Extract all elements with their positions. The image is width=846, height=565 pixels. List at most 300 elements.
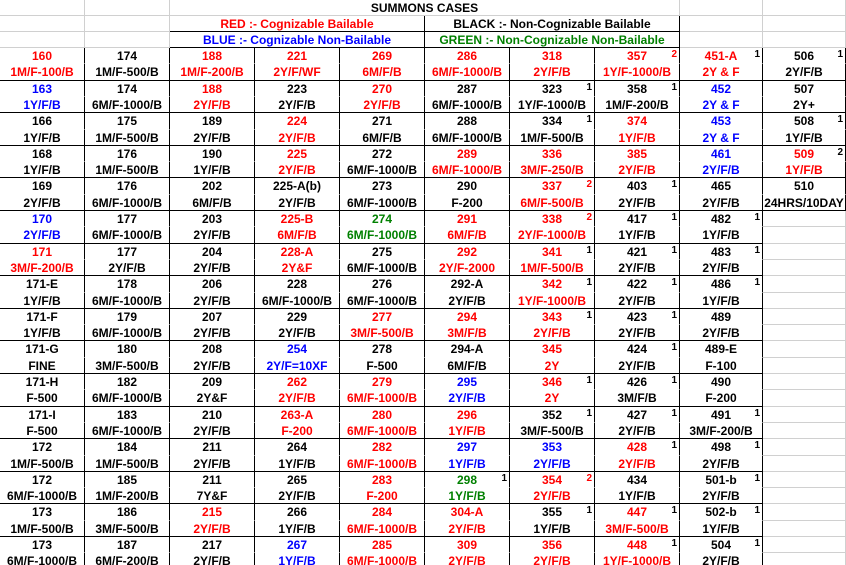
section-cell[interactable] [170,407,255,423]
empty-cell[interactable] [763,32,846,48]
punishment-cell[interactable] [85,521,170,537]
section-cell[interactable] [255,81,340,97]
punishment-cell[interactable] [595,521,680,537]
section-cell[interactable] [255,178,340,195]
punishment-cell[interactable] [85,227,170,244]
punishment-cell[interactable] [340,260,425,276]
section-cell[interactable] [170,178,255,195]
punishment-cell[interactable] [170,325,255,341]
empty-cell[interactable] [763,358,846,374]
punishment-cell[interactable] [340,293,425,309]
punishment-cell[interactable] [170,227,255,244]
punishment-cell[interactable] [510,162,595,178]
section-cell[interactable] [170,309,255,325]
section-cell[interactable] [680,244,763,260]
punishment-cell[interactable] [680,162,763,178]
punishment-cell[interactable] [680,325,763,341]
section-cell[interactable] [763,81,846,97]
punishment-cell[interactable] [85,488,170,504]
punishment-cell[interactable] [0,325,85,341]
punishment-cell[interactable] [255,488,340,504]
section-cell[interactable] [595,472,680,488]
punishment-cell[interactable] [595,162,680,178]
section-cell[interactable] [595,113,680,130]
empty-cell[interactable] [763,504,846,521]
section-cell[interactable] [0,244,85,260]
section-cell[interactable] [425,211,510,227]
section-cell[interactable] [340,341,425,358]
section-cell[interactable] [680,211,763,227]
punishment-cell[interactable] [510,227,595,244]
section-cell[interactable] [170,276,255,293]
section-cell[interactable] [255,146,340,162]
punishment-cell[interactable] [170,390,255,407]
punishment-cell[interactable] [680,64,763,81]
section-cell[interactable] [595,439,680,456]
punishment-cell[interactable] [0,260,85,276]
punishment-cell[interactable] [170,293,255,309]
punishment-cell[interactable] [340,358,425,374]
punishment-cell[interactable] [0,456,85,472]
section-cell[interactable] [510,537,595,553]
punishment-cell[interactable] [425,325,510,341]
section-cell[interactable] [170,244,255,260]
section-cell[interactable] [0,537,85,553]
punishment-cell[interactable] [680,130,763,146]
section-cell[interactable] [425,374,510,390]
section-cell[interactable] [595,537,680,553]
section-cell[interactable] [255,48,340,64]
section-cell[interactable] [425,146,510,162]
section-cell[interactable] [255,244,340,260]
punishment-cell[interactable] [510,260,595,276]
section-cell[interactable] [680,472,763,488]
punishment-cell[interactable] [425,130,510,146]
punishment-cell[interactable] [170,64,255,81]
section-cell[interactable] [425,276,510,293]
section-cell[interactable] [0,374,85,390]
punishment-cell[interactable] [340,553,425,565]
section-cell[interactable] [680,341,763,358]
punishment-cell[interactable] [85,553,170,565]
section-cell[interactable] [595,374,680,390]
section-cell[interactable] [85,309,170,325]
section-cell[interactable] [255,276,340,293]
punishment-cell[interactable] [85,64,170,81]
section-cell[interactable] [595,276,680,293]
punishment-cell[interactable] [340,390,425,407]
section-cell[interactable] [763,178,846,195]
section-cell[interactable] [680,113,763,130]
punishment-cell[interactable] [0,358,85,374]
punishment-cell[interactable] [510,97,595,113]
punishment-cell[interactable] [170,97,255,113]
punishment-cell[interactable] [680,260,763,276]
punishment-cell[interactable] [255,195,340,211]
punishment-cell[interactable] [170,521,255,537]
punishment-cell[interactable] [340,488,425,504]
section-cell[interactable] [510,309,595,325]
section-cell[interactable] [595,407,680,423]
empty-cell[interactable] [763,0,846,16]
punishment-cell[interactable] [680,456,763,472]
punishment-cell[interactable] [170,553,255,565]
section-cell[interactable] [170,146,255,162]
punishment-cell[interactable] [170,423,255,439]
section-cell[interactable] [255,407,340,423]
empty-cell[interactable] [763,293,846,309]
punishment-cell[interactable] [680,390,763,407]
punishment-cell[interactable] [255,456,340,472]
punishment-cell[interactable] [595,325,680,341]
punishment-cell[interactable] [255,553,340,565]
punishment-cell[interactable] [680,358,763,374]
punishment-cell[interactable] [255,162,340,178]
empty-cell[interactable] [763,407,846,423]
empty-cell[interactable] [763,260,846,276]
section-cell[interactable] [510,178,595,195]
punishment-cell[interactable] [0,488,85,504]
empty-cell[interactable] [763,521,846,537]
section-cell[interactable] [595,341,680,358]
section-cell[interactable] [680,439,763,456]
section-cell[interactable] [0,472,85,488]
empty-cell[interactable] [680,32,763,48]
punishment-cell[interactable] [680,423,763,439]
empty-cell[interactable] [763,16,846,32]
punishment-cell[interactable] [85,325,170,341]
section-cell[interactable] [595,244,680,260]
empty-cell[interactable] [85,16,170,32]
punishment-cell[interactable] [595,358,680,374]
empty-cell[interactable] [763,537,846,553]
section-cell[interactable] [85,244,170,260]
section-cell[interactable] [85,113,170,130]
section-cell[interactable] [85,146,170,162]
section-cell[interactable] [680,48,763,64]
punishment-cell[interactable] [680,293,763,309]
section-cell[interactable] [510,244,595,260]
punishment-cell[interactable] [0,521,85,537]
punishment-cell[interactable] [255,521,340,537]
section-cell[interactable] [510,48,595,64]
punishment-cell[interactable] [255,97,340,113]
punishment-cell[interactable] [680,521,763,537]
punishment-cell[interactable] [0,553,85,565]
section-cell[interactable] [85,48,170,64]
section-cell[interactable] [763,113,846,130]
empty-cell[interactable] [0,32,85,48]
empty-cell[interactable] [0,0,85,16]
punishment-cell[interactable] [425,195,510,211]
punishment-cell[interactable] [425,423,510,439]
section-cell[interactable] [425,537,510,553]
punishment-cell[interactable] [170,488,255,504]
punishment-cell[interactable] [595,260,680,276]
section-cell[interactable] [85,472,170,488]
section-cell[interactable] [340,309,425,325]
punishment-cell[interactable] [595,456,680,472]
punishment-cell[interactable] [255,358,340,374]
punishment-cell[interactable] [85,358,170,374]
empty-cell[interactable] [763,553,846,565]
section-cell[interactable] [425,407,510,423]
punishment-cell[interactable] [425,456,510,472]
punishment-cell[interactable] [340,64,425,81]
punishment-cell[interactable] [85,130,170,146]
section-cell[interactable] [255,439,340,456]
punishment-cell[interactable] [255,390,340,407]
empty-cell[interactable] [680,16,763,32]
punishment-cell[interactable] [680,488,763,504]
punishment-cell[interactable] [340,456,425,472]
section-cell[interactable] [425,244,510,260]
punishment-cell[interactable] [595,553,680,565]
empty-cell[interactable] [763,325,846,341]
section-cell[interactable] [425,113,510,130]
section-cell[interactable] [0,211,85,227]
empty-cell[interactable] [680,0,763,16]
empty-cell[interactable] [763,439,846,456]
section-cell[interactable] [510,341,595,358]
punishment-cell[interactable] [340,423,425,439]
section-cell[interactable] [255,374,340,390]
section-cell[interactable] [170,341,255,358]
section-cell[interactable] [425,309,510,325]
section-cell[interactable] [680,146,763,162]
section-cell[interactable] [340,244,425,260]
punishment-cell[interactable] [425,390,510,407]
section-cell[interactable] [595,211,680,227]
empty-cell[interactable] [85,0,170,16]
section-cell[interactable] [255,472,340,488]
punishment-cell[interactable] [510,456,595,472]
punishment-cell[interactable] [425,293,510,309]
punishment-cell[interactable] [595,488,680,504]
punishment-cell[interactable] [340,130,425,146]
punishment-cell[interactable] [425,521,510,537]
empty-cell[interactable] [763,423,846,439]
punishment-cell[interactable] [680,97,763,113]
punishment-cell[interactable] [85,456,170,472]
punishment-cell[interactable] [0,130,85,146]
punishment-cell[interactable] [170,130,255,146]
section-cell[interactable] [340,407,425,423]
section-cell[interactable] [340,504,425,521]
punishment-cell[interactable] [0,97,85,113]
section-cell[interactable] [0,48,85,64]
section-cell[interactable] [595,504,680,521]
punishment-cell[interactable] [595,390,680,407]
section-cell[interactable] [0,178,85,195]
punishment-cell[interactable] [0,293,85,309]
section-cell[interactable] [170,113,255,130]
punishment-cell[interactable] [340,325,425,341]
section-cell[interactable] [255,113,340,130]
punishment-cell[interactable] [510,423,595,439]
empty-cell[interactable] [763,309,846,325]
section-cell[interactable] [255,537,340,553]
punishment-cell[interactable] [85,162,170,178]
section-cell[interactable] [595,146,680,162]
section-cell[interactable] [340,537,425,553]
section-cell[interactable] [170,211,255,227]
punishment-cell[interactable] [763,195,846,211]
punishment-cell[interactable] [595,227,680,244]
punishment-cell[interactable] [595,130,680,146]
section-cell[interactable] [255,504,340,521]
section-cell[interactable] [85,81,170,97]
section-cell[interactable] [680,309,763,325]
punishment-cell[interactable] [85,423,170,439]
punishment-cell[interactable] [510,521,595,537]
section-cell[interactable] [510,407,595,423]
punishment-cell[interactable] [255,64,340,81]
punishment-cell[interactable] [510,325,595,341]
empty-cell[interactable] [0,16,85,32]
section-cell[interactable] [170,48,255,64]
punishment-cell[interactable] [510,195,595,211]
section-cell[interactable] [340,472,425,488]
empty-cell[interactable] [763,227,846,244]
punishment-cell[interactable] [425,64,510,81]
punishment-cell[interactable] [340,227,425,244]
section-cell[interactable] [0,113,85,130]
section-cell[interactable] [85,504,170,521]
section-cell[interactable] [0,309,85,325]
punishment-cell[interactable] [170,162,255,178]
punishment-cell[interactable] [510,390,595,407]
punishment-cell[interactable] [510,64,595,81]
punishment-cell[interactable] [85,390,170,407]
section-cell[interactable] [510,146,595,162]
punishment-cell[interactable] [170,358,255,374]
section-cell[interactable] [425,81,510,97]
section-cell[interactable] [595,178,680,195]
section-cell[interactable] [85,178,170,195]
punishment-cell[interactable] [85,195,170,211]
section-cell[interactable] [85,407,170,423]
section-cell[interactable] [85,276,170,293]
punishment-cell[interactable] [255,227,340,244]
section-cell[interactable] [85,439,170,456]
section-cell[interactable] [0,407,85,423]
section-cell[interactable] [255,309,340,325]
section-cell[interactable] [170,504,255,521]
section-cell[interactable] [425,504,510,521]
empty-cell[interactable] [763,341,846,358]
section-cell[interactable] [85,211,170,227]
empty-cell[interactable] [763,390,846,407]
section-cell[interactable] [680,374,763,390]
punishment-cell[interactable] [0,64,85,81]
punishment-cell[interactable] [595,293,680,309]
section-cell[interactable] [340,48,425,64]
punishment-cell[interactable] [255,130,340,146]
section-cell[interactable] [425,472,510,488]
empty-cell[interactable] [763,472,846,488]
section-cell[interactable] [510,113,595,130]
section-cell[interactable] [340,439,425,456]
punishment-cell[interactable] [255,423,340,439]
punishment-cell[interactable] [0,423,85,439]
punishment-cell[interactable] [170,456,255,472]
empty-cell[interactable] [763,488,846,504]
section-cell[interactable] [340,178,425,195]
punishment-cell[interactable] [595,97,680,113]
punishment-cell[interactable] [425,97,510,113]
empty-cell[interactable] [85,32,170,48]
section-cell[interactable] [0,439,85,456]
section-cell[interactable] [170,537,255,553]
empty-cell[interactable] [763,244,846,260]
punishment-cell[interactable] [170,260,255,276]
punishment-cell[interactable] [85,97,170,113]
section-cell[interactable] [255,211,340,227]
punishment-cell[interactable] [680,195,763,211]
section-cell[interactable] [510,504,595,521]
empty-cell[interactable] [763,374,846,390]
section-cell[interactable] [763,48,846,64]
section-cell[interactable] [680,81,763,97]
punishment-cell[interactable] [763,97,846,113]
section-cell[interactable] [510,472,595,488]
section-cell[interactable] [340,276,425,293]
section-cell[interactable] [0,81,85,97]
punishment-cell[interactable] [680,553,763,565]
section-cell[interactable] [680,537,763,553]
punishment-cell[interactable] [0,195,85,211]
punishment-cell[interactable] [425,358,510,374]
section-cell[interactable] [680,178,763,195]
section-cell[interactable] [680,276,763,293]
section-cell[interactable] [340,81,425,97]
punishment-cell[interactable] [595,423,680,439]
section-cell[interactable] [170,374,255,390]
section-cell[interactable] [170,81,255,97]
punishment-cell[interactable] [510,293,595,309]
section-cell[interactable] [0,276,85,293]
punishment-cell[interactable] [340,97,425,113]
empty-cell[interactable] [763,456,846,472]
section-cell[interactable] [0,146,85,162]
punishment-cell[interactable] [510,358,595,374]
section-cell[interactable] [0,504,85,521]
section-cell[interactable] [85,537,170,553]
punishment-cell[interactable] [763,130,846,146]
section-cell[interactable] [680,407,763,423]
punishment-cell[interactable] [0,390,85,407]
section-cell[interactable] [510,374,595,390]
section-cell[interactable] [255,341,340,358]
section-cell[interactable] [595,81,680,97]
section-cell[interactable] [595,309,680,325]
section-cell[interactable] [763,146,846,162]
section-cell[interactable] [85,374,170,390]
section-cell[interactable] [510,81,595,97]
punishment-cell[interactable] [340,162,425,178]
punishment-cell[interactable] [425,553,510,565]
punishment-cell[interactable] [595,64,680,81]
punishment-cell[interactable] [763,64,846,81]
punishment-cell[interactable] [340,195,425,211]
punishment-cell[interactable] [0,162,85,178]
section-cell[interactable] [340,374,425,390]
section-cell[interactable] [510,439,595,456]
section-cell[interactable] [0,341,85,358]
punishment-cell[interactable] [425,162,510,178]
section-cell[interactable] [85,341,170,358]
